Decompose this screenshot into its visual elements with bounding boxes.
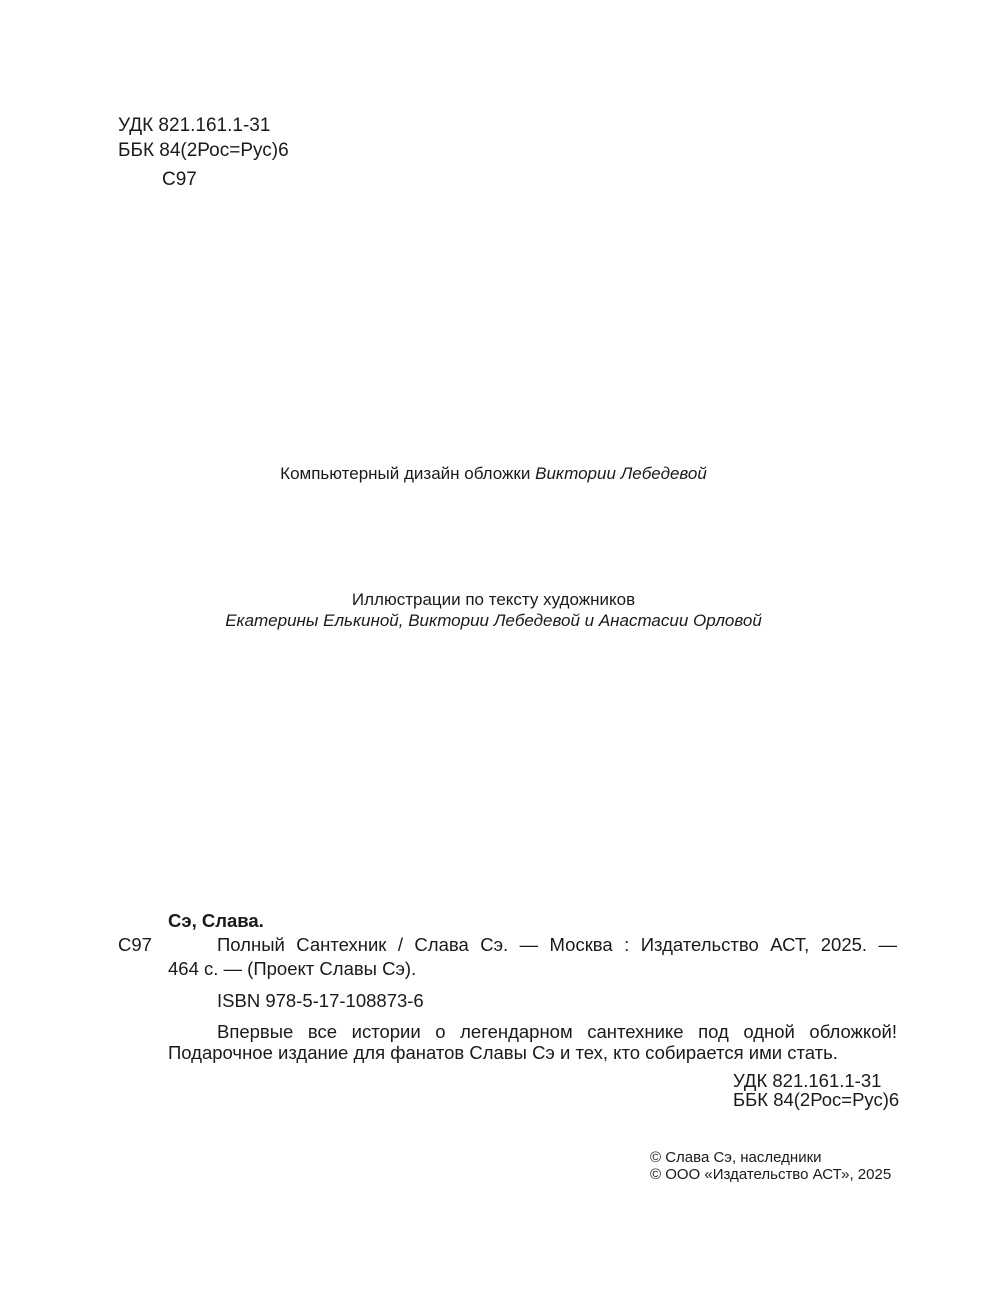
- author-mark-top: С97: [162, 169, 197, 190]
- card-annotation-line2: Подарочное издание для фанатов Славы Сэ и тех, кто собирается ими стать.: [168, 1042, 838, 1063]
- bbk-code-top: ББК 84(2Рос=Рус)6: [118, 140, 289, 161]
- card-isbn: ISBN 978-5-17-108873-6: [217, 990, 424, 1011]
- card-annotation-line1: Впервые все истории о легендарном сантехнике под одной обложкой!: [217, 1021, 897, 1042]
- illustrations-artists: Екатерины Елькиной, Виктории Лебедевой и Анастасии Орловой: [225, 611, 762, 630]
- cover-design-label: Компьютерный дизайн обложки: [280, 464, 531, 483]
- cover-design-credit: [0, 463, 987, 484]
- card-mark: С97: [118, 934, 152, 955]
- copyright-line2: © ООО «Издательство АСТ», 2025: [650, 1166, 892, 1183]
- copyright-line1: © Слава Сэ, наследники: [650, 1149, 822, 1166]
- card-author: Сэ, Слава.: [168, 910, 264, 931]
- card-description-line1: Полный Сантехник / Слава Сэ. — Москва : Издательство АСТ, 2025. —: [217, 934, 897, 955]
- cover-designer-name: Виктории Лебедевой: [535, 464, 707, 483]
- illustrations-label: Иллюстрации по тексту художников: [351, 590, 636, 609]
- card-description-line2: 464 с. — (Проект Славы Сэ).: [168, 958, 417, 979]
- card-bbk: ББК 84(2Рос=Рус)6: [733, 1089, 900, 1110]
- card-udk: УДК 821.161.1-31: [733, 1070, 882, 1091]
- udk-code-top: УДК 821.161.1-31: [118, 115, 271, 136]
